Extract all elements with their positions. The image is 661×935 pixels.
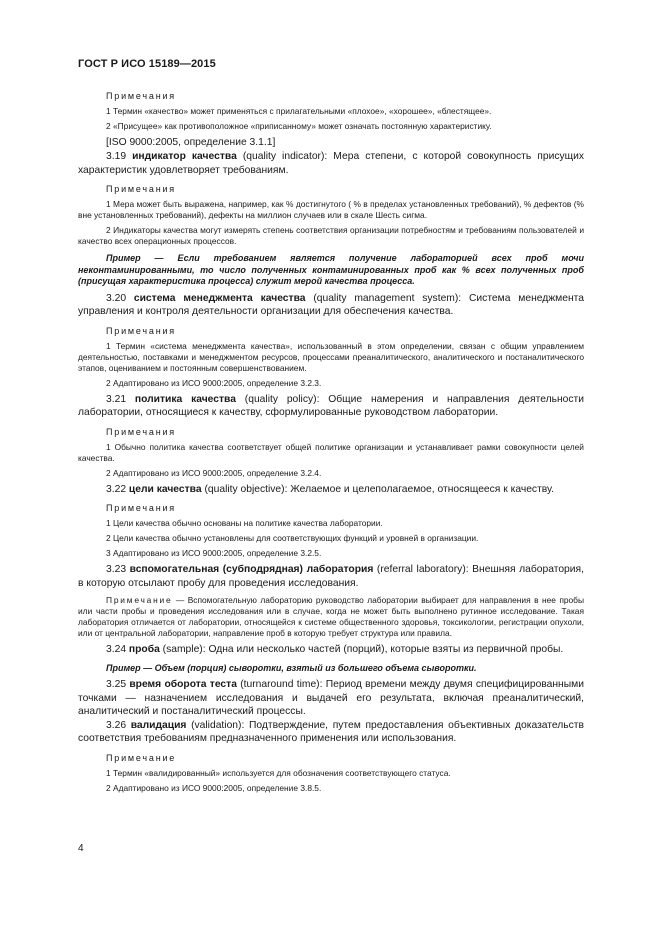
notes-heading: Примечания — [106, 184, 176, 194]
term-3-19 — [78, 150, 584, 177]
note: 2 Адаптировано из ИСО 9000:2005, определение 3.2.4. — [106, 467, 322, 478]
note: 1 Термин «валидированный» используется для обозначения соответствующего статуса. — [106, 767, 451, 778]
example: Пример — Если требованием является получение лабораторией всех проб мочи неконтаминированными, то число полученных контаминированных проб как % всех полученных проб (присущая характеристика процесса) служит мерой качества процесса. — [78, 253, 584, 286]
term-3-24 — [78, 643, 584, 657]
notes-heading: Примечания — [106, 91, 176, 101]
term-definition: (referral laboratory): Внешняя лаборатория, в которую отсылают пробу для проведения исследования. — [78, 564, 584, 589]
term-number: 3.23 — [106, 564, 127, 575]
note: 1 Обычно политика качества соответствует общей политике организации и устанавливает рамки совокупности целей качества. — [78, 441, 584, 463]
term-definition: (turnaround time): Период времени между двумя специфицированными точками — назначением исследования и выдачей его результата, включая преаналитический, аналитический и постаналитический процессы. — [78, 679, 584, 717]
term-3-21 — [78, 393, 584, 420]
term-number: 3.21 — [106, 393, 127, 405]
note: 1 Цели качества обычно основаны на политике качества лаборатории. — [106, 518, 383, 528]
note: 1 Термин «качество» может применяться с прилагательными «плохое», «хорошее», «блестящее». — [106, 106, 492, 116]
note-label: Примечание — [106, 595, 173, 605]
term-title: индикатор качества — [132, 151, 237, 162]
term-number: 3.26 — [106, 719, 127, 731]
note: 2 Адаптировано из ИСО 9000:2005, определение 3.8.5. — [106, 782, 322, 793]
term-definition: (quality policy): Общие намерения и направления деятельности лаборатории, относящиеся к качеству, сформулированные руководством лаборатории. — [78, 393, 584, 418]
note: 2 «Присущее» как противоположное «приписанному» может означать постоянную характеристику. — [106, 121, 492, 131]
term-definition: (quality indicator): Мера степени, с которой совокупность присущих характеристик удовлетворяет требованиям. — [78, 151, 584, 176]
example: Пример — Объем (порция) сыворотки, взятый из большего объема сыворотки. — [106, 662, 477, 673]
term-3-22 — [78, 483, 584, 497]
term-title: проба — [128, 644, 160, 655]
term-title: цели качества — [128, 483, 202, 495]
term-number: 3.25 — [106, 679, 127, 690]
note-text: — Вспомогательную лабораторию руководство лаборатории выбирает для направления в нее пробы или части пробы и проведения исследования или в случае, когда не может быть выполнено рутинное исследование. Такая лаборатория отличается от лаборатории, относящейся к системе общественного здоровья, токсикологии, регистрации опухоли, или от центральной лаборатории, направление проб в которую требует структура или правила. — [78, 595, 584, 638]
standard-header: ГОСТ Р ИСО 15189—2015 — [78, 58, 216, 70]
term-title: политика качества — [134, 393, 236, 405]
term-definition: (validation): Подтверждение, путем предоставления объективных доказательств соответствия требованиям предназначенного применения или использования. — [78, 719, 584, 744]
note — [78, 595, 584, 639]
term-definition: (quality management system): Система менеджмента управления и контроля деятельности организации для обеспечения качества. — [78, 292, 584, 317]
term-number: 3.22 — [106, 483, 127, 495]
term-number: 3.19 — [106, 151, 127, 162]
term-title: система менеджмента качества — [133, 292, 306, 304]
notes-heading: Примечания — [106, 503, 176, 513]
note: 2 Адаптировано из ИСО 9000:2005, определение 3.2.3. — [106, 377, 322, 388]
term-number: 3.20 — [106, 292, 127, 304]
notes-heading: Примечания — [106, 426, 176, 437]
term-number: 3.24 — [106, 644, 127, 655]
note: 1 Мера может быть выражена, например, как % достигнутого ( % в пределах установленных требований), % дефектов (% вне установленных требований), дефекты на миллион случаев или в скале Шесть сигма. — [78, 199, 584, 220]
term-3-26 — [78, 719, 584, 746]
term-title: валидация — [130, 719, 187, 731]
term-title: время оборота теста — [129, 679, 237, 690]
note: 1 Термин «система менеджмента качества», использованный в этом определении, связан с общим управлением деятельностью, поставками и менеджментом ресурсов, процессами преаналитического, аналитического и постаналитического этапов, оцениванием и постоянным совершенствованием. — [78, 340, 584, 373]
note: 3 Адаптировано из ИСО 9000:2005, определение 3.2.5. — [106, 548, 322, 558]
note-heading: Примечание — [106, 752, 177, 763]
note: 2 Цели качества обычно установлены для соответствующих функций и уровней в организации. — [106, 533, 479, 543]
term-3-25 — [78, 678, 584, 719]
term-title: вспомогательная (субподрядная) лаборатория — [129, 564, 374, 575]
notes-heading: Примечания — [106, 325, 176, 336]
term-definition: (sample): Одна или несколько частей (порций), которые взяты из первичной пробы. — [159, 644, 564, 655]
page-content — [78, 90, 584, 798]
term-3-23 — [78, 563, 584, 590]
term-definition: (quality objective): Желаемое и целеполагаемое, относящееся к качеству. — [201, 483, 555, 495]
page-number: 4 — [78, 843, 84, 854]
note: 2 Индикаторы качества могут измерять степень соответствия организации потребностям и требованиям пользователей и качество всех операционных процессов. — [78, 225, 584, 246]
term-3-20 — [78, 292, 584, 319]
source-reference: [ISO 9000:2005, определение 3.1.1] — [106, 137, 276, 148]
